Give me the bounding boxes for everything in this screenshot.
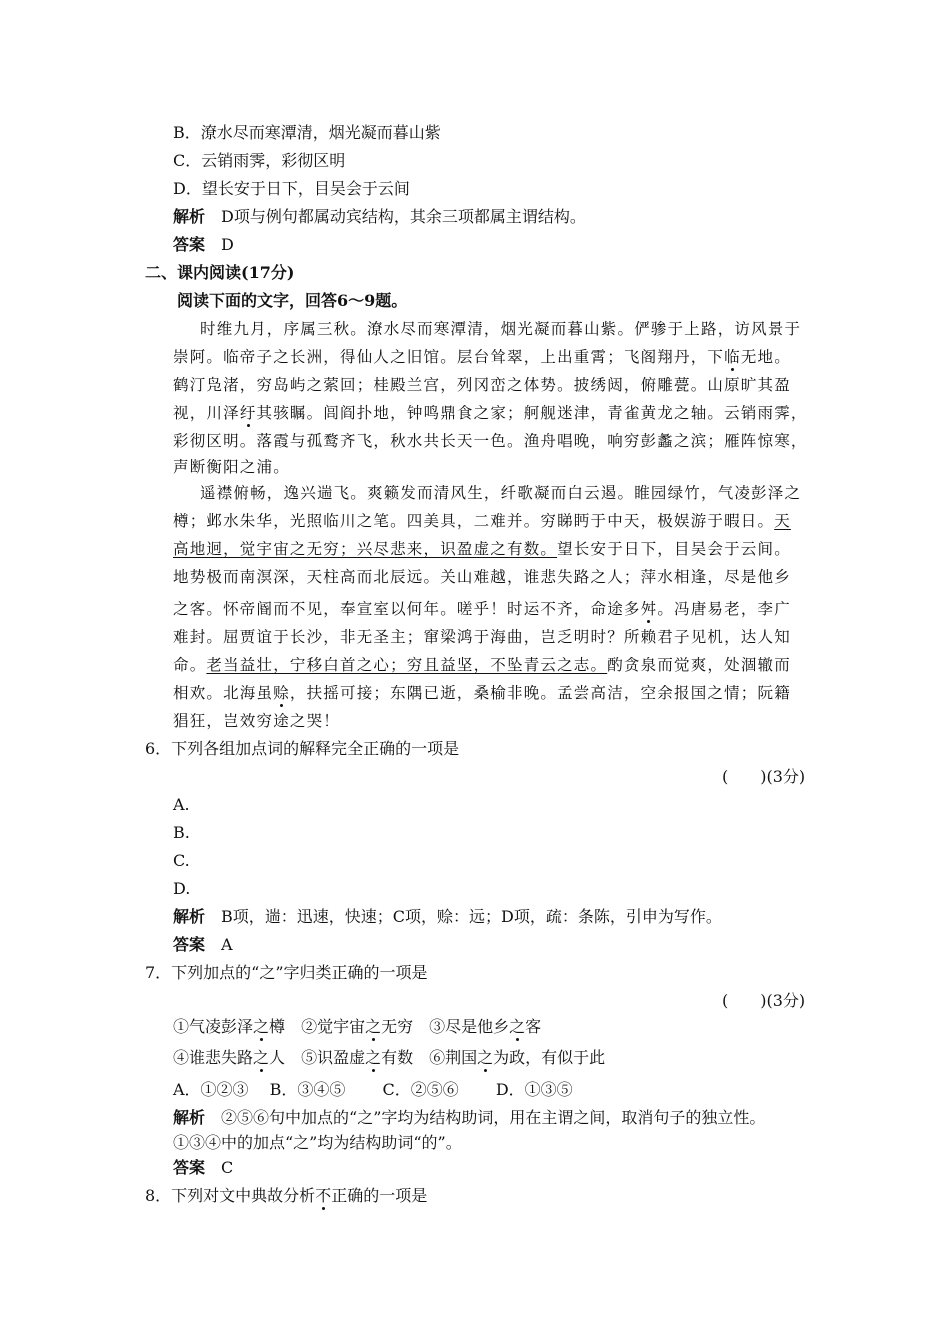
q7-items-row-2	[173, 1048, 605, 1068]
passage-line: 地势极而南溟深，天柱高而北辰远。关山难越，谁悲失路之人；萍水相逢，尽是他乡	[173, 568, 791, 586]
passage-text: 相欢。北海虽	[173, 684, 274, 702]
emphasis-dot-char: 纡	[239, 404, 257, 422]
q5-answer	[173, 235, 234, 255]
item-text: 有数	[381, 1048, 414, 1067]
answer-text: A	[221, 935, 233, 954]
q6-option-c[interactable]: C.	[173, 851, 190, 870]
item-text: ①气凌彭泽	[173, 1017, 254, 1036]
item-text: ③尽是他乡	[429, 1017, 510, 1036]
passage-text: 命。	[173, 656, 207, 674]
stem-text: 8．下列对文中典故分析	[145, 1186, 316, 1205]
passage-line: 遥襟俯畅，逸兴遄飞。爽籁发而清风生，纤歌凝而白云遏。睢园绿竹，气凌彭泽之	[200, 484, 802, 502]
passage-text: 望长安于日下，目吴会于云间。	[557, 540, 791, 558]
q5-option-b: B．潦水尽而寒潭清，烟光凝而暮山紫	[173, 123, 441, 142]
passage-text: 视，川泽	[173, 404, 240, 422]
q7-answer	[173, 1158, 233, 1178]
analysis-text: ②⑤⑥句中加点的“之”字均为结构助词，用在主谓之间，取消句子的独立性。	[221, 1108, 766, 1127]
q6-score: ( )(3分)	[722, 767, 806, 786]
passage-line: 彩彻区明。落霞与孤鹜齐飞，秋水共长天一色。渔舟唱晚，响穷彭蠡之滨；雁阵惊寒，	[173, 432, 808, 450]
item-text: 樽	[269, 1017, 286, 1036]
item-text: ⑤识盈虚	[301, 1048, 366, 1067]
q7-item	[173, 1017, 285, 1036]
passage-line: 猖狂，岂效穷途之哭！	[173, 712, 341, 730]
q7-analysis-cont: ①③④中的加点“之”均为结构助词“的”。	[173, 1133, 462, 1152]
passage-text: 崇阿。临帝子之长洲，得仙人之旧馆。层台耸翠，上出重霄；飞阁翔丹，下	[173, 348, 725, 366]
passage-text: 酌贪泉而觉爽，处涸辙而	[607, 656, 791, 674]
q5-analysis	[173, 207, 586, 227]
answer-text: C	[221, 1158, 234, 1177]
passage-line: 时维九月，序属三秋。潦水尽而寒潭清，烟光凝而暮山紫。俨骖于上路，访风景于	[200, 320, 802, 338]
item-text: 为政，有似于此	[493, 1048, 606, 1067]
passage-line	[173, 683, 791, 703]
passage-text: 之客。怀帝阍而不见，奉宣室以何年。嗟乎！时运不齐，命途多	[173, 600, 641, 618]
q7-stem: 7．下列加点的“之”字归类正确的一项是	[145, 963, 428, 982]
q7-item	[173, 1048, 285, 1067]
passage-line	[173, 403, 808, 423]
passage-text: 无地。	[740, 348, 791, 366]
analysis-label: 解析	[173, 907, 206, 926]
item-text: 无穷	[381, 1017, 414, 1036]
passage-line: 难封。屈贾谊于长沙，非无圣主；窜梁鸿于海曲，岂乏明时？所赖君子见机，达人知	[173, 628, 791, 646]
item-text: ②觉宇宙	[301, 1017, 366, 1036]
item-text: 客	[525, 1017, 542, 1036]
passage-text: 樽；邺水朱华，光照临川之笔。四美具，二难并。穷睇眄于中天，极娱游于暇日。	[173, 512, 775, 530]
analysis-text: D项与例句都属动宾结构，其余三项都属主谓结构。	[221, 207, 586, 226]
q7-analysis	[173, 1108, 765, 1128]
passage-line	[173, 539, 791, 559]
answer-label: 答案	[173, 935, 206, 954]
answer-text: D	[221, 235, 234, 254]
q7-item	[429, 1017, 541, 1036]
passage-line	[173, 511, 791, 531]
item-text: 人	[269, 1048, 286, 1067]
emphasis-dot-char: 不	[315, 1186, 332, 1205]
emphasis-dot-char: 之	[253, 1017, 270, 1036]
passage-text: 其骇瞩。闾阎扑地，钟鸣鼎食之家；舸舰迷津，青雀黄龙之轴。云销雨霁，	[256, 404, 808, 422]
q7-items-row-1	[173, 1017, 541, 1037]
q7-score: ( )(3分)	[722, 991, 806, 1010]
section-heading: 二、课内阅读(17分)	[145, 263, 295, 282]
stem-text: 正确的一项是	[331, 1186, 428, 1205]
q6-stem: 6．下列各组加点词的解释完全正确的一项是	[145, 739, 460, 758]
q6-option-d[interactable]: D.	[173, 879, 191, 898]
q7-item	[429, 1048, 605, 1067]
q8-stem	[145, 1186, 427, 1206]
q6-option-b[interactable]: B.	[173, 823, 190, 842]
emphasis-dot-char: 舛	[640, 600, 658, 618]
passage-line	[173, 599, 791, 619]
emphasis-dot-char: 之	[253, 1048, 270, 1067]
underlined-sentence: 天	[774, 512, 791, 530]
answer-label: 答案	[173, 235, 206, 254]
emphasis-dot-char: 临	[724, 348, 741, 366]
analysis-label: 解析	[173, 207, 206, 226]
emphasis-dot-char: 赊	[273, 684, 290, 702]
q7-item	[301, 1017, 413, 1036]
emphasis-dot-char: 之	[365, 1048, 382, 1067]
q7-item	[301, 1048, 413, 1067]
passage-line	[173, 347, 791, 367]
emphasis-dot-char: 之	[477, 1048, 494, 1067]
q6-option-a[interactable]: A.	[173, 795, 190, 814]
answer-label: 答案	[173, 1158, 206, 1177]
passage-text: ，扶摇可接；东隅已逝，桑榆非晚。孟尝高洁，空余报国之情；阮籍	[289, 684, 791, 702]
q7-choices[interactable]: A．①②③ B．③④⑤ C．②⑤⑥ D．①③⑤	[173, 1080, 573, 1099]
item-text: ⑥荆国	[429, 1048, 478, 1067]
passage-line	[173, 655, 791, 675]
reading-instruction: 阅读下面的文字，回答6～9题。	[177, 291, 408, 310]
q5-option-d: D．望长安于日下，目吴会于云间	[173, 179, 410, 198]
emphasis-dot-char: 之	[509, 1017, 526, 1036]
emphasis-dot-char: 之	[365, 1017, 382, 1036]
underlined-sentence: 老当益壮，宁移白首之心；穷且益坚，不坠青云之志。	[206, 656, 608, 674]
passage-line: 鹤汀凫渚，穷岛屿之萦回；桂殿兰宫，列冈峦之体势。披绣闼，俯雕甍。山原旷其盈	[173, 376, 791, 394]
analysis-label: 解析	[173, 1108, 206, 1127]
underlined-sentence: 高地迥，觉宇宙之无穷；兴尽悲来，识盈虚之有数。	[173, 540, 558, 558]
passage-line: 声断衡阳之浦。	[173, 458, 290, 476]
q6-answer	[173, 935, 233, 955]
passage-text: 。冯唐易老，李广	[657, 600, 791, 618]
q5-option-c: C．云销雨霁，彩彻区明	[173, 151, 346, 170]
q6-analysis	[173, 907, 722, 927]
analysis-text: B项，遄：迅速，快速；C项，赊：远；D项，疏：条陈，引申为写作。	[221, 907, 722, 926]
item-text: ④谁悲失路	[173, 1048, 254, 1067]
